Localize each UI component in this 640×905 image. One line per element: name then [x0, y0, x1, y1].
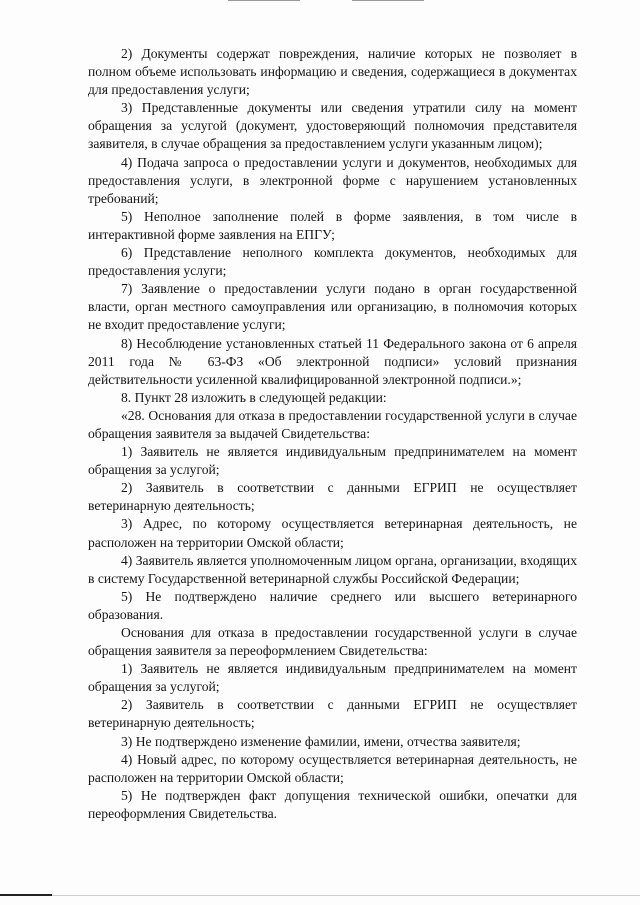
paragraph-13: 4) Заявитель является уполномоченным лицом органа, организации, входящих в систему Государственной ветеринарной службы Российской Федерации;	[88, 552, 577, 586]
paragraph-5: 6) Представление неполного комплекта документов, необходимых для предоставления услуги;	[88, 245, 577, 279]
paragraph-2: 3) Представленные документы или сведения утратили силу на момент обращения за услугой (документ, удостоверяющий полномочия представителя заявителя, в случае обращения за предоставлением услуги указанным лицом);	[88, 100, 577, 152]
paragraph-10: 1) Заявитель не является индивидуальным предпринимателем на момент обращения за услугой;	[88, 444, 577, 478]
paragraph-20: 5) Не подтвержден факт допущения технической ошибки, опечатки для переоформления Свидетельства.	[88, 787, 577, 821]
paragraph-6: 7) Заявление о предоставлении услуги подано в орган государственной власти, орган местного самоуправления или организацию, в полномочия которых не входит предоставление услуги;	[88, 281, 577, 333]
bottom-scan-edge-faint	[52, 895, 640, 896]
paragraph-8: 8. Пункт 28 изложить в следующей редакции:	[121, 389, 387, 405]
top-scan-mark-right	[352, 0, 424, 1]
paragraph-17: 2) Заявитель в соответствии с данными ЕГРИП не осуществляет ветеринарную деятельность;	[88, 697, 577, 731]
paragraph-1: 2) Документы содержат повреждения, наличие которых не позволяет в полном объеме использовать информацию и сведения, содержащиеся в документах для предоставления услуги;	[88, 46, 577, 98]
paragraph-19: 4) Новый адрес, по которому осуществляется ветеринарная деятельность, не расположен на территории Омской области;	[88, 751, 577, 785]
bottom-scan-edge	[0, 894, 52, 896]
top-scan-mark-left	[228, 0, 300, 1]
paragraph-7: 8) Несоблюдение установленных статьей 11 Федерального закона от 6 апреля 2011 года № 63-ФЗ «Об электронной подписи» условий признания действительности усиленной квалифицированной электронной подписи.»;	[88, 335, 577, 387]
paragraph-4: 5) Неполное заполнение полей в форме заявления, в том числе в интерактивной форме заявления на ЕПГУ;	[88, 208, 577, 242]
paragraph-9: «28. Основания для отказа в предоставлении государственной услуги в случае обращения заявителя за выдачей Свидетельства:	[88, 407, 577, 441]
paragraph-18: 3) Не подтверждено изменение фамилии, имени, отчества заявителя;	[121, 733, 521, 749]
paragraph-11: 2) Заявитель в соответствии с данными ЕГРИП не осуществляет ветеринарную деятельность;	[88, 480, 577, 514]
paragraph-12: 3) Адрес, по которому осуществляется ветеринарная деятельность, не расположен на территории Омской области;	[88, 516, 577, 550]
paragraph-14: 5) Не подтверждено наличие среднего или высшего ветеринарного образования.	[88, 588, 577, 622]
paragraph-3: 4) Подача запроса о предоставлении услуги и документов, необходимых для предоставления услуги, в электронной форме с нарушением установленных требований;	[88, 154, 577, 206]
document-body	[88, 45, 577, 823]
paragraph-15: Основания для отказа в предоставлении государственной услуги в случае обращения заявителя за переоформлением Свидетельства:	[88, 625, 577, 659]
paragraph-16: 1) Заявитель не является индивидуальным предпринимателем на момент обращения за услугой;	[88, 661, 577, 695]
